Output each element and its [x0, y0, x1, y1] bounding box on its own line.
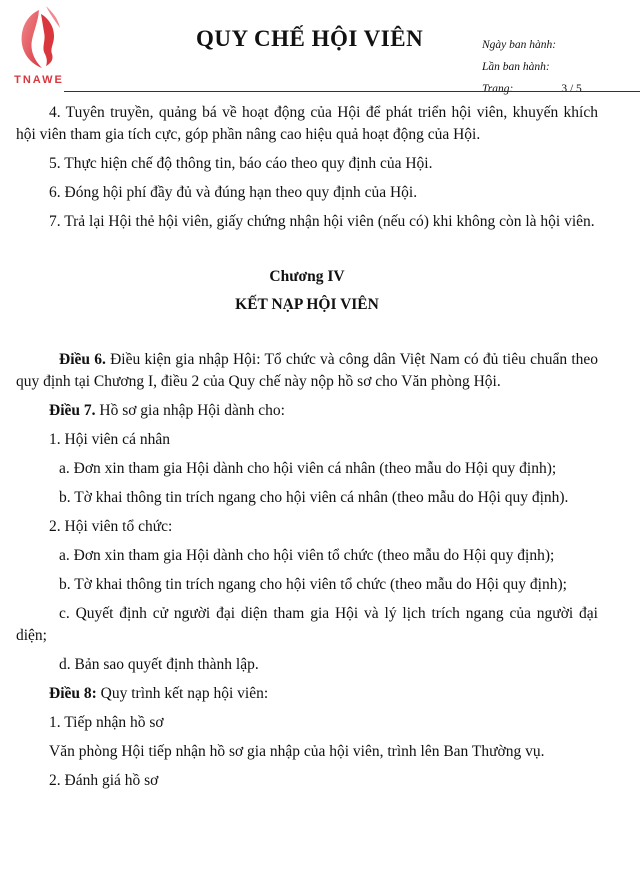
- issue-date-label: Ngày ban hành:: [482, 39, 557, 51]
- article-7: [16, 400, 598, 422]
- chapter-number: Chương IV: [269, 268, 345, 285]
- article-7-item-1a: a. Đơn xin tham gia Hội dành cho hội viên cá nhân (theo mẫu do Hội quy định);: [59, 460, 557, 477]
- article-8-text: Quy trình kết nạp hội viên:: [96, 685, 269, 702]
- chapter-title: KẾT NẠP HỘI VIÊN: [235, 296, 379, 313]
- document-header: [0, 0, 640, 96]
- article-7-item-1: 1. Hội viên cá nhân: [49, 431, 170, 448]
- article-6: [16, 349, 598, 393]
- article-7-item-2c: c. Quyết định cử người đại diện tham gia Hội và lý lịch trích ngang của người đại diện;: [16, 605, 598, 644]
- article-8: [16, 683, 598, 705]
- header-divider: [64, 91, 640, 92]
- article-7-item-1b: b. Tờ khai thông tin trích ngang cho hội viên cá nhân (theo mẫu do Hội quy định).: [59, 489, 569, 506]
- page-label: Trang:: [482, 83, 514, 95]
- woman-silhouette-icon: [8, 4, 70, 76]
- article-7-item-2b: b. Tờ khai thông tin trích ngang cho hội viên tổ chức (theo mẫu do Hội quy định);: [59, 576, 567, 593]
- article-8-item-1: 1. Tiếp nhận hồ sơ: [49, 714, 164, 731]
- page-number: 3 / 5: [561, 83, 582, 95]
- article-6-label: Điều 6.: [59, 351, 106, 368]
- paragraph-item-4: 4. Tuyên truyền, quảng bá về hoạt động của Hội để phát triển hội viên, khuyến khích hội viên tham gia tích cực, góp phần nâng cao hiệu quả hoạt động của Hội.: [16, 104, 598, 143]
- organization-logo: [8, 4, 70, 90]
- document-body: [16, 102, 598, 799]
- article-7-item-2: 2. Hội viên tổ chức:: [49, 518, 173, 535]
- paragraph-item-7: 7. Trả lại Hội thẻ hội viên, giấy chứng nhận hội viên (nếu có) khi không còn là hội viên.: [49, 213, 595, 230]
- article-7-label: Điều 7.: [49, 402, 96, 419]
- logo-wordmark: TNAWE: [14, 74, 64, 86]
- revision-label: Lần ban hành:: [482, 61, 550, 73]
- paragraph-item-6: 6. Đóng hội phí đầy đủ và đúng hạn theo quy định của Hội.: [49, 184, 418, 201]
- article-7-item-2d: d. Bản sao quyết định thành lập.: [59, 656, 259, 673]
- document-title: QUY CHẾ HỘI VIÊN: [196, 26, 424, 51]
- paragraph-item-5: 5. Thực hiện chế độ thông tin, báo cáo theo quy định của Hội.: [49, 155, 433, 172]
- article-6-text: Điều kiện gia nhập Hội: Tổ chức và công dân Việt Nam có đủ tiêu chuẩn theo quy định tại Chương I, điều 2 của Quy chế này nộp hồ sơ cho Văn phòng Hội.: [16, 351, 599, 390]
- article-7-text: Hồ sơ gia nhập Hội dành cho:: [95, 402, 285, 419]
- article-7-item-2a: a. Đơn xin tham gia Hội dành cho hội viên tổ chức (theo mẫu do Hội quy định);: [59, 547, 555, 564]
- page-row: [482, 78, 582, 100]
- article-8-label: Điều 8:: [49, 685, 97, 702]
- article-8-item-2: 2. Đánh giá hồ sơ: [49, 772, 159, 789]
- article-8-item-1-text: Văn phòng Hội tiếp nhận hồ sơ gia nhập của hội viên, trình lên Ban Thường vụ.: [49, 743, 545, 760]
